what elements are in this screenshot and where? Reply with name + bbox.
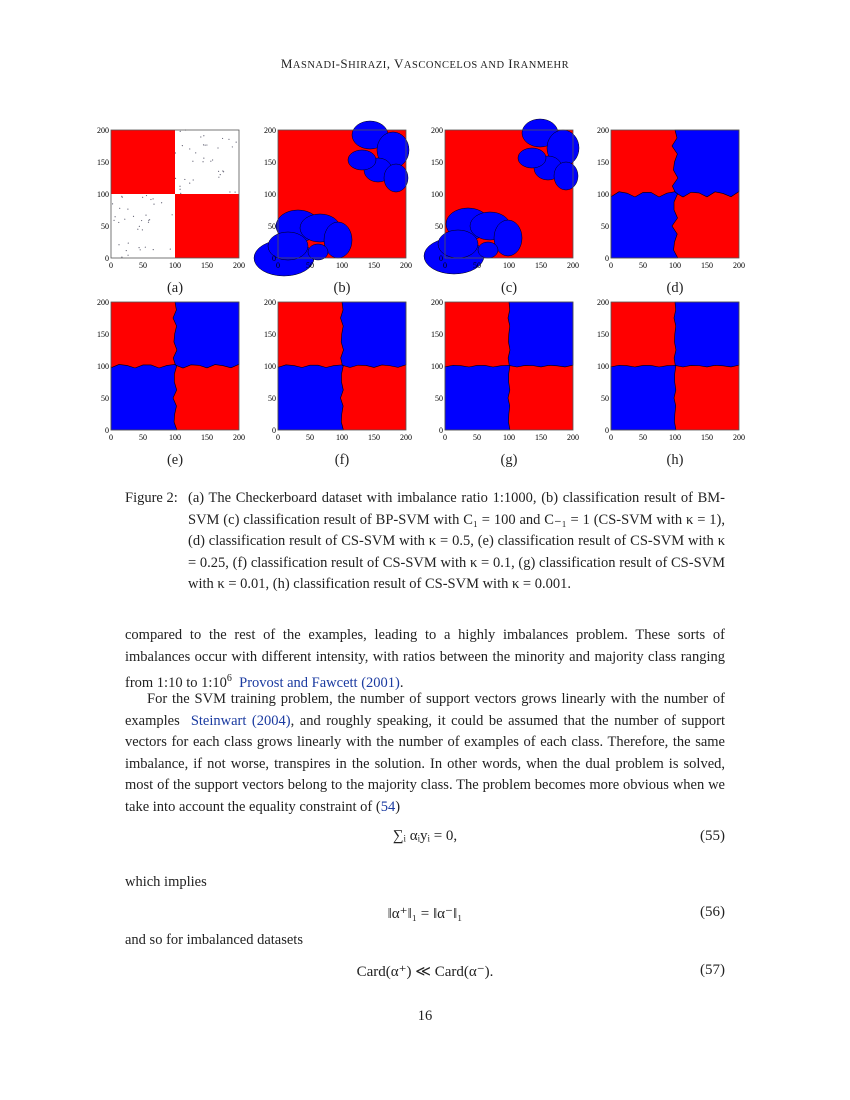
y-tick-label: 0 <box>272 426 276 435</box>
y-tick-label: 150 <box>431 330 443 339</box>
subfigure-label: (d) <box>666 280 684 296</box>
data-point <box>220 174 221 175</box>
minority-blob <box>554 162 578 190</box>
y-tick-label: 150 <box>597 158 609 167</box>
citation-provost[interactable]: Provost and Fawcett (2001) <box>239 674 400 691</box>
x-tick-label: 50 <box>139 261 147 270</box>
subfigure-label: (c) <box>500 280 518 296</box>
subfigure-label: (e) <box>166 452 184 468</box>
data-point <box>182 145 183 146</box>
data-point <box>195 152 196 153</box>
x-tick-label: 100 <box>503 433 515 442</box>
x-tick-label: 150 <box>368 261 380 270</box>
y-tick-label: 150 <box>431 158 443 167</box>
caption-label: Figure 2: <box>125 490 178 506</box>
minority-region-top-right <box>508 302 573 367</box>
majority-region <box>111 130 175 194</box>
data-point <box>112 203 113 204</box>
x-tick-label: 100 <box>169 433 181 442</box>
data-point <box>217 147 218 148</box>
subfigure-label: (a) <box>166 280 184 296</box>
paragraph-3: which implies <box>125 874 207 890</box>
data-point <box>175 178 176 179</box>
paragraph-4: and so for imbalanced datasets <box>125 932 303 948</box>
data-point <box>153 204 154 205</box>
data-point <box>118 222 119 223</box>
x-tick-label: 150 <box>535 433 547 442</box>
x-tick-label: 200 <box>733 261 745 270</box>
data-point <box>200 136 201 137</box>
data-point <box>153 249 154 250</box>
x-tick-label: 100 <box>669 261 681 270</box>
data-point <box>140 249 141 250</box>
x-tick-label: 0 <box>443 261 447 270</box>
x-tick-label: 150 <box>701 261 713 270</box>
data-point <box>127 209 128 210</box>
y-tick-label: 100 <box>431 190 443 199</box>
data-point <box>148 222 149 223</box>
minority-blob <box>348 150 376 170</box>
x-tick-label: 100 <box>336 261 348 270</box>
y-tick-label: 100 <box>597 362 609 371</box>
data-point <box>128 242 129 243</box>
data-point <box>149 219 150 220</box>
minority-region-bottom-left <box>278 365 343 430</box>
subfigure-label: (f) <box>334 452 350 468</box>
data-point <box>193 179 194 180</box>
data-point <box>121 196 122 197</box>
data-point <box>146 195 147 196</box>
x-tick-label: 50 <box>639 261 647 270</box>
data-point <box>212 159 213 160</box>
subfigure-label: (g) <box>500 452 518 468</box>
y-tick-label: 0 <box>105 254 109 263</box>
x-tick-label: 0 <box>276 261 280 270</box>
data-point <box>205 145 206 146</box>
minority-blob <box>438 230 478 258</box>
data-point <box>175 152 176 153</box>
x-tick-label: 0 <box>109 261 113 270</box>
x-tick-label: 50 <box>139 433 147 442</box>
y-tick-label: 100 <box>97 190 109 199</box>
data-point <box>152 198 153 199</box>
y-tick-label: 200 <box>431 298 443 307</box>
data-point <box>119 208 120 209</box>
y-tick-label: 200 <box>264 298 276 307</box>
x-tick-label: 0 <box>109 433 113 442</box>
x-tick-label: 0 <box>443 433 447 442</box>
y-tick-label: 100 <box>264 190 276 199</box>
y-tick-label: 150 <box>264 158 276 167</box>
subplot-g <box>433 298 583 448</box>
y-tick-label: 50 <box>435 222 443 231</box>
y-tick-label: 200 <box>431 126 443 135</box>
data-point <box>145 247 146 248</box>
minority-blob <box>384 164 408 192</box>
y-tick-label: 50 <box>268 222 276 231</box>
x-tick-label: 200 <box>400 433 412 442</box>
x-tick-label: 150 <box>368 433 380 442</box>
data-point <box>138 247 139 248</box>
subplot-b <box>266 126 416 276</box>
x-tick-label: 50 <box>639 433 647 442</box>
page-number: 16 <box>417 1008 433 1024</box>
x-tick-label: 200 <box>733 433 745 442</box>
data-point <box>137 229 138 230</box>
x-tick-label: 100 <box>169 261 181 270</box>
x-tick-label: 100 <box>503 261 515 270</box>
x-tick-label: 50 <box>473 261 481 270</box>
data-point <box>228 139 229 140</box>
running-header: MASNADI-SHIRAZI, VASCONCELOS AND IRANMEHR <box>280 56 570 71</box>
y-tick-label: 200 <box>597 298 609 307</box>
y-tick-label: 0 <box>272 254 276 263</box>
y-tick-label: 0 <box>439 426 443 435</box>
subfigure-label: (h) <box>666 452 684 468</box>
minority-blob <box>518 148 546 168</box>
y-tick-label: 0 <box>605 426 609 435</box>
y-tick-label: 150 <box>97 158 109 167</box>
y-tick-label: 200 <box>97 298 109 307</box>
y-tick-label: 50 <box>101 222 109 231</box>
y-tick-label: 150 <box>264 330 276 339</box>
data-point <box>222 138 223 139</box>
data-point <box>189 183 190 184</box>
y-tick-label: 50 <box>435 394 443 403</box>
x-tick-label: 100 <box>669 433 681 442</box>
data-point <box>179 186 180 187</box>
x-tick-label: 200 <box>567 433 579 442</box>
data-point <box>192 161 193 162</box>
data-point <box>203 135 204 136</box>
subfigure-label: (b) <box>333 280 351 296</box>
data-point <box>161 202 162 203</box>
y-tick-label: 200 <box>97 126 109 135</box>
data-point <box>115 216 116 217</box>
data-point <box>203 144 204 145</box>
data-point <box>232 146 233 147</box>
citation-steinwart[interactable]: Steinwart (2004) <box>190 712 291 729</box>
data-point <box>218 177 219 178</box>
data-point <box>127 255 128 256</box>
y-tick-label: 100 <box>264 362 276 371</box>
data-point <box>139 226 140 227</box>
y-tick-label: 50 <box>601 394 609 403</box>
data-point <box>145 215 146 216</box>
x-tick-label: 150 <box>701 433 713 442</box>
x-tick-label: 50 <box>306 433 314 442</box>
y-tick-label: 150 <box>597 330 609 339</box>
data-point <box>124 219 125 220</box>
y-tick-label: 0 <box>105 426 109 435</box>
data-point <box>118 244 119 245</box>
minority-region-bottom-left <box>611 365 676 430</box>
y-tick-label: 0 <box>439 254 443 263</box>
minority-region-top-right <box>674 302 739 367</box>
data-point <box>218 171 219 172</box>
x-tick-label: 50 <box>306 261 314 270</box>
subplot-c <box>433 126 583 276</box>
data-point <box>142 229 143 230</box>
data-point <box>172 214 173 215</box>
subplot-h <box>599 298 749 448</box>
x-tick-label: 200 <box>567 261 579 270</box>
x-tick-label: 200 <box>233 261 245 270</box>
y-tick-label: 50 <box>101 394 109 403</box>
x-tick-label: 200 <box>233 433 245 442</box>
data-point <box>133 216 134 217</box>
data-point <box>150 199 151 200</box>
data-point <box>141 220 142 221</box>
y-tick-label: 50 <box>601 222 609 231</box>
equation-ref-54[interactable]: 54 <box>380 798 396 815</box>
paragraph-2: For the SVM training problem, the number of support vectors grows linearly with the number of examples Steinwart (2004), and roughly speaking, it could be assumed that the number of support vectors for each class grows linearly with the number of examples of each class. Therefore, the same imbalance, if not worse, transpires in the solution. In other words, when the dual problem is solved, most of the support vectors belong to the majority class. The problem becomes more obvious when we take into account the equality constraint of (54) <box>125 691 725 815</box>
x-tick-label: 150 <box>535 261 547 270</box>
minority-blob <box>478 242 498 258</box>
x-tick-label: 200 <box>400 261 412 270</box>
minority-region-top-right <box>173 302 239 368</box>
y-tick-label: 150 <box>97 330 109 339</box>
data-point <box>202 161 203 162</box>
data-point <box>126 250 127 251</box>
data-point <box>203 158 204 159</box>
minority-region-bottom-left <box>111 364 177 430</box>
x-tick-label: 100 <box>336 433 348 442</box>
x-tick-label: 0 <box>276 433 280 442</box>
data-point <box>189 148 190 149</box>
x-tick-label: 150 <box>201 433 213 442</box>
y-tick-label: 100 <box>597 190 609 199</box>
data-point <box>229 191 230 192</box>
paper-page: MASNADI-SHIRAZI, VASCONCELOS AND IRANMEHR 0 0 50 50 100 100 150 150 200 200 (a) 0 0 50 50 100 100 150 150 200 200 (b) 0 0 50 50 100 100 150 150 200 200 (c) 0 0 50 50 100 100 150 150 200 200 (d) 0 0 50 50 100 100 150 150 200 200 (e) 0 0 50 50 100 100 150 150 200 200 (f) 0 0 50 50 100 100 150 150 200 200 (g) 0 0 50 50 100 100 150 150 200 200 (h) Figure 2: (a) The Checkerboard dataset with imbalance ratio 1:1000, (b) classification result of BM-SVM (c) classification result of BP-SVM with C₁ = 100 and C₋₁ = 1 (CS-SVM with κ = 1), (d) classification result of CS-SVM with κ = 0.5, (e) classification result of CS-SVM with κ = 0.25, (f) classification result of CS-SVM with κ = 0.1, (g) classification result of CS-SVM with κ = 0.01, (h) classification result of CS-SVM with κ = 0.001. compared to the rest of the examples, leading to a highly imbalances problem. These sorts of imbalances occur with different intensity, with ratios between the minority and majority class ranging from 1:10 to $1:10^6$ Provost and Fawcett (2001). For the SVM training problem, the number of support vectors grows linearly with the number of examples Steinwart (2004), and roughly speaking, it could be assumed that the number of support vectors for each class grows linearly with the number of examples of each class. Therefore, the same imbalance, if not worse, transpires in the solution. In other words, when the dual problem is solved, most of the support vectors belong to the majority class. The problem becomes more obvious when we take into account the equality constraint of (54) ∑ᵢ αᵢyᵢ = 0, (55) which implies ‖α⁺‖₁ = ‖α⁻‖₁ (56) and so for imbalanced datasets Card(α⁺) ≪ Card(α⁻). (57) 16 <box>0 0 850 1100</box>
data-point <box>210 161 211 162</box>
data-point <box>121 256 122 257</box>
majority-region <box>175 194 239 258</box>
minority-region-top-right <box>341 302 406 367</box>
data-point <box>206 144 207 145</box>
minority-region-bottom-left <box>611 192 678 258</box>
minority-region-bottom-left <box>445 365 510 430</box>
data-point <box>236 142 237 143</box>
caption-text: (a) The Checkerboard dataset with imbalance ratio 1:1000, (b) classification result of BM-SVM (c) classification result of BP-SVM with C₁ = 100 and C₋₁ = 1 (CS-SVM with κ = 1), (d) classification result of CS-SVM with κ = 0.5, (e) classification result of CS-SVM with κ = 0.25, (f) classification result of CS-SVM with κ = 0.1, (g) classification result of CS-SVM with κ = 0.01, (h) classification result of CS-SVM with κ = 0.001. <box>188 490 725 592</box>
data-point <box>184 179 185 180</box>
data-point <box>113 220 114 221</box>
y-tick-label: 50 <box>268 394 276 403</box>
y-tick-label: 0 <box>605 254 609 263</box>
y-tick-label: 200 <box>264 126 276 135</box>
data-point <box>180 193 181 194</box>
subplot-a <box>99 126 249 276</box>
data-point <box>142 197 143 198</box>
x-tick-label: 50 <box>473 433 481 442</box>
y-tick-label: 200 <box>597 126 609 135</box>
data-point <box>179 189 180 190</box>
figure-caption <box>125 488 725 596</box>
paragraph-1: compared to the rest of the examples, leading to a highly imbalances problem. These sorts of imbalances occur with different intensity, with ratios between the minority and majority class ranging from 1:10 to $1:10^6$ Provost and Fawcett (2001). <box>125 627 725 691</box>
x-tick-label: 0 <box>609 433 613 442</box>
y-tick-label: 100 <box>97 362 109 371</box>
x-tick-label: 0 <box>609 261 613 270</box>
data-point <box>180 131 181 132</box>
y-tick-label: 100 <box>431 362 443 371</box>
data-point <box>170 248 171 249</box>
minority-region-top-right <box>672 130 739 197</box>
data-point <box>222 170 223 171</box>
subplot-d <box>599 126 749 276</box>
x-tick-label: 150 <box>201 261 213 270</box>
subplot-e <box>99 298 249 448</box>
data-point <box>235 191 236 192</box>
subplot-f <box>266 298 416 448</box>
